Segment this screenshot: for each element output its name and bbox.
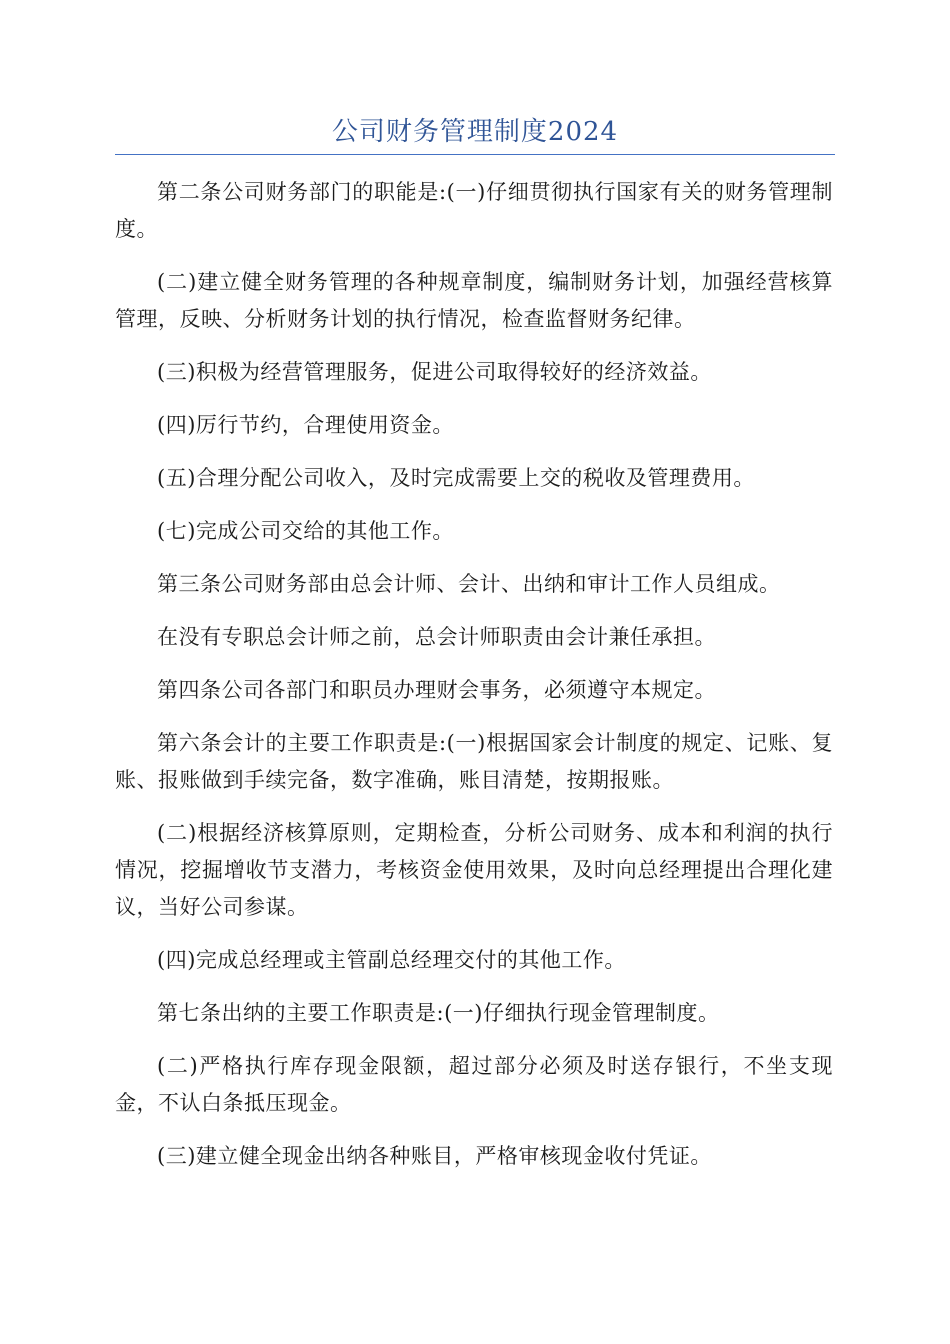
document-title: 公司财务管理制度2024	[331, 117, 619, 147]
paragraph: 第四条公司各部门和职员办理财会事务，必须遵守本规定。	[157, 678, 716, 702]
paragraph: (二)建立健全财务管理的各种规章制度，编制财务计划，加强经营核算管理，反映、分析财务计划的执行情况，检查监督财务纪律。	[115, 270, 833, 331]
paragraph: (二)根据经济核算原则，定期检查，分析公司财务、成本和利润的执行情况，挖掘增收节支潜力，考核资金使用效果，及时向总经理提出合理化建议，当好公司参谋。	[115, 821, 833, 919]
paragraph: 第三条公司财务部由总会计师、会计、出纳和审计工作人员组成。	[157, 572, 781, 596]
paragraph: (五)合理分配公司收入，及时完成需要上交的税收及管理费用。	[157, 466, 755, 490]
title-underline	[115, 154, 835, 155]
paragraph: (三)建立健全现金出纳各种账目，严格审核现金收付凭证。	[157, 1144, 712, 1168]
paragraph: (四)厉行节约，合理使用资金。	[157, 413, 454, 437]
document-body	[115, 174, 833, 1191]
paragraph: 第六条会计的主要工作职责是:(一)根据国家会计制度的规定、记账、复账、报账做到手续完备，数字准确，账目清楚，按期报账。	[115, 731, 833, 792]
paragraph: (七)完成公司交给的其他工作。	[157, 519, 454, 543]
paragraph: (三)积极为经营管理服务，促进公司取得较好的经济效益。	[157, 360, 712, 384]
paragraph: (四)完成总经理或主管副总经理交付的其他工作。	[157, 948, 626, 972]
paragraph: 在没有专职总会计师之前，总会计师职责由会计兼任承担。	[157, 625, 716, 649]
paragraph: (二)严格执行库存现金限额，超过部分必须及时送存银行，不坐支现金，不认白条抵压现金。	[115, 1054, 833, 1115]
paragraph: 第七条出纳的主要工作职责是:(一)仔细执行现金管理制度。	[157, 1001, 720, 1025]
paragraph: 第二条公司财务部门的职能是:(一)仔细贯彻执行国家有关的财务管理制度。	[115, 180, 833, 241]
